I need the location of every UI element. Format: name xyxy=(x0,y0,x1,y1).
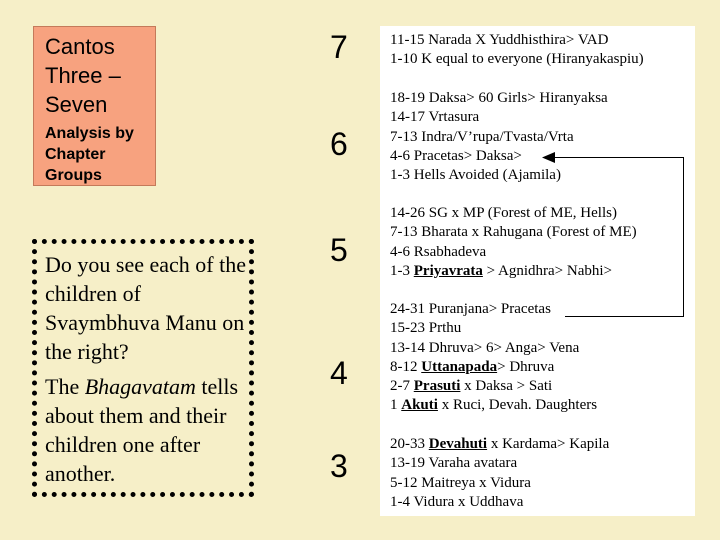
subtitle xyxy=(45,123,155,186)
question-box xyxy=(32,239,254,497)
text-part: The xyxy=(45,374,85,399)
text-part: 2-7 xyxy=(390,378,414,395)
connector-horizontal-bottom xyxy=(565,316,684,317)
chapter-group: 1-3 Hells Avoided (Ajamila) xyxy=(390,167,561,184)
canto-number-3: 3 xyxy=(330,448,348,484)
title-main xyxy=(45,32,155,119)
canto5-groups xyxy=(390,204,637,281)
bhagavatam-title: Bhagavatam xyxy=(84,374,196,399)
bhagavatam-text xyxy=(45,372,249,488)
chapter-group: 1-10 K equal to everyone (Hiranyakaspiu) xyxy=(390,51,644,68)
chapter-group: 11-15 Narada X Yuddhisthira> VAD xyxy=(390,32,609,48)
priyavrata-name: Priyavrata xyxy=(413,262,483,279)
chapter-group: 5-12 Maitreya x Vidura xyxy=(390,474,531,491)
arrow-left-icon xyxy=(542,152,556,163)
subtitle-line: Chapter xyxy=(45,146,106,163)
canto-number-6: 6 xyxy=(330,126,348,162)
devahuti-name: Devahuti xyxy=(428,436,488,452)
title-line: Seven xyxy=(45,92,108,117)
text-part: x Kardama> Kapila xyxy=(487,436,610,452)
question-text: Do you see each of the children of Svaymbhuva Manu on the right? xyxy=(45,252,246,364)
canto3-groups xyxy=(390,435,609,512)
title-box xyxy=(33,26,156,186)
connector-horizontal-top xyxy=(554,157,684,158)
prasuti-name: Prasuti xyxy=(413,378,461,395)
text-part: 8-12 xyxy=(390,358,422,375)
chapter-groups-panel xyxy=(380,26,695,516)
chapter-group: 18-19 Daksa> 60 Girls> Hiranyaksa xyxy=(390,90,608,106)
text-part: x Daksa > Sati xyxy=(460,378,553,395)
text-part: > Dhruva xyxy=(497,358,555,375)
connector-vertical xyxy=(683,157,684,317)
text-part: > Agnidhra> Nabhi> xyxy=(482,262,613,279)
chapter-group: 4-6 Rsabhadeva xyxy=(390,243,487,260)
chapter-group: 7-13 Bharata x Rahugana (Forest of ME) xyxy=(390,224,637,241)
chapter-group: 4-6 Pracetas> Daksa> xyxy=(390,147,522,164)
canto-number-5: 5 xyxy=(330,232,348,268)
title-line: Cantos xyxy=(45,34,115,59)
text-part: 1-3 xyxy=(390,262,414,279)
chapter-group xyxy=(390,358,597,377)
chapter-group: 7-13 Indra/V’rupa/Tvasta/Vrta xyxy=(390,128,574,145)
canto6-groups xyxy=(390,89,608,185)
chapter-group xyxy=(390,262,637,281)
chapter-group: 13-14 Dhruva> 6> Anga> Vena xyxy=(390,339,580,356)
title-line: Three – xyxy=(45,63,121,88)
text-part: 1 xyxy=(390,397,402,414)
chapter-group: 14-17 Vrtasura xyxy=(390,109,480,126)
chapter-group: 24-31 Puranjana> Pracetas xyxy=(390,301,551,317)
chapter-group: 1-4 Vidura x Uddhava xyxy=(390,493,524,510)
chapter-group: 13-19 Varaha avatara xyxy=(390,455,518,472)
subtitle-line: Analysis by xyxy=(45,125,134,142)
canto4-groups xyxy=(390,300,597,416)
chapter-group: 14-26 SG x MP (Forest of ME, Hells) xyxy=(390,205,617,221)
chapter-group: 15-23 Prthu xyxy=(390,320,462,337)
canto-number-7: 7 xyxy=(330,29,348,65)
akuti-name: Akuti xyxy=(401,397,438,414)
chapter-group xyxy=(390,377,597,396)
text-part: 20-33 xyxy=(390,436,429,452)
text-part: x Ruci, Devah. Daughters xyxy=(437,397,598,414)
uttanapada-name: Uttanapada xyxy=(421,358,498,375)
chapter-group xyxy=(390,396,597,415)
canto-number-4: 4 xyxy=(330,355,348,391)
chapter-group xyxy=(390,435,609,454)
text-part: tells about them and their children one after another. xyxy=(45,374,239,486)
subtitle-line: Groups xyxy=(45,167,102,184)
canto7-groups xyxy=(390,31,644,70)
